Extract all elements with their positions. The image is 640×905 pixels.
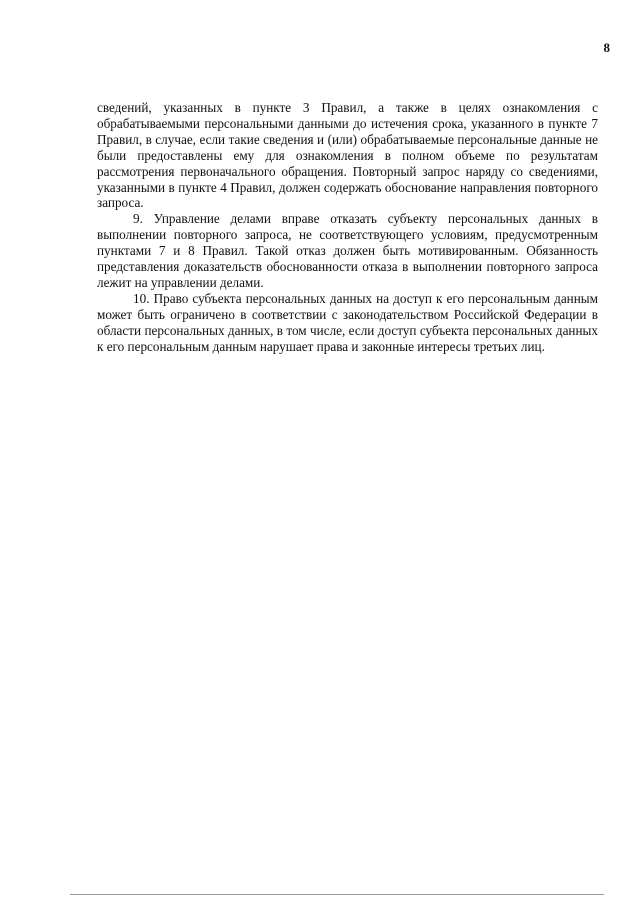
document-body (97, 100, 598, 355)
bottom-scan-line (70, 894, 604, 895)
paragraph-item-9: 9. Управление делами вправе отказать субъекту персональных данных в выполнении повторного запроса, не соответствующего условиям, предусмотренным пунктами 7 и 8 Правил. Такой отказ должен быть мотивированным. Обязанность представления доказательств обоснованности отказа в выполнении повторного запроса лежит на управлении делами. (97, 211, 598, 290)
paragraph-continuation: сведений, указанных в пункте 3 Правил, а также в целях ознакомления с обрабатываемыми персональными данными до истечения срока, указанного в пункте 7 Правил, в случае, если такие сведения и (или) обрабатываемые персональные данные не были предоставлены ему для ознакомления в полном объеме по результатам рассмотрения первоначального обращения. Повторный запрос наряду со сведениями, указанными в пункте 4 Правил, должен содержать обоснование направления повторного запроса. (97, 100, 598, 211)
page-number: 8 (603, 40, 610, 55)
paragraph-item-10: 10. Право субъекта персональных данных на доступ к его персональным данным может быть ограничено в соответствии с законодательством Российской Федерации в области персональных данных, в том числе, если доступ субъекта персональных данных к его персональным данным нарушает права и законные интересы третьих лиц. (97, 290, 598, 354)
